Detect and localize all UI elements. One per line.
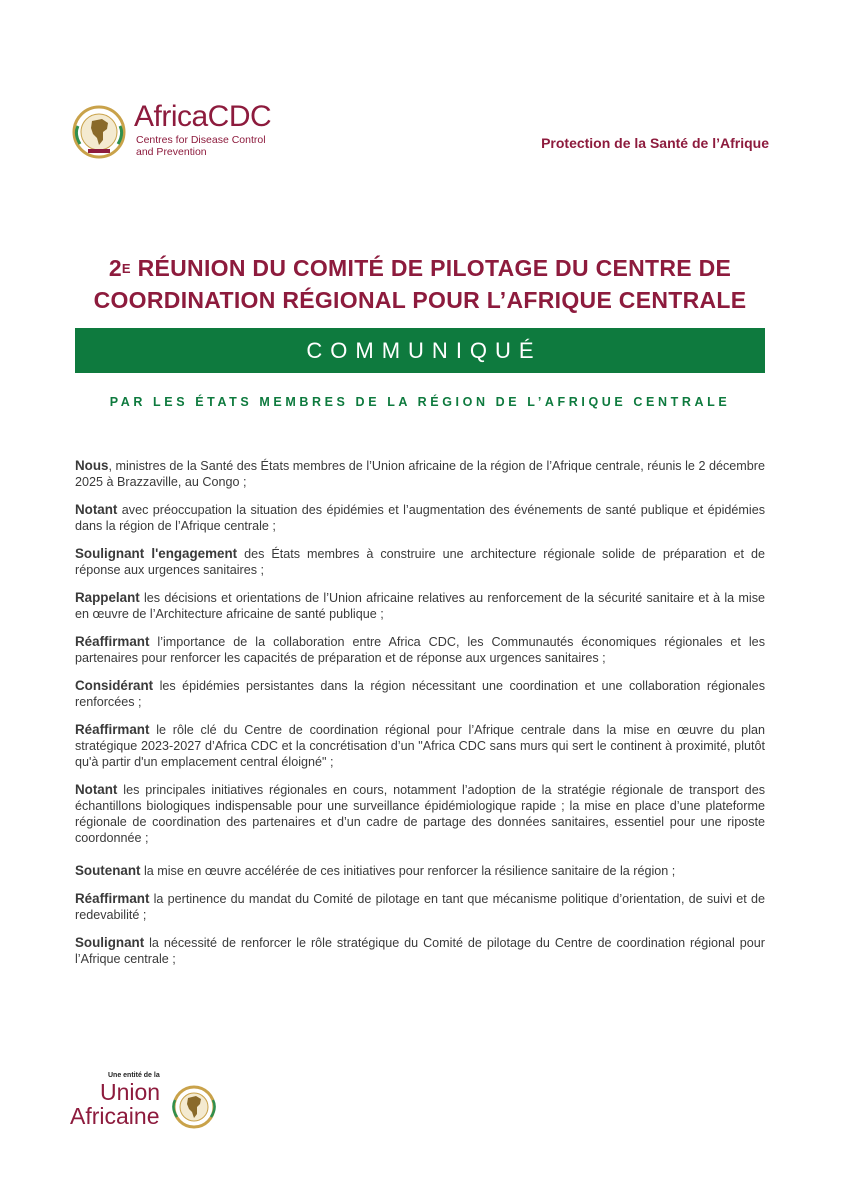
paragraph (75, 634, 765, 666)
paragraph (75, 678, 765, 710)
paragraph (75, 546, 765, 578)
document-title (75, 252, 765, 316)
paragraph-keyword: Notant (75, 502, 118, 517)
paragraph-text: la pertinence du mandat du Comité de pilotage en tant que mécanisme politique d’orientation, de suivi et de redevabilité ; (75, 892, 765, 922)
paragraph (75, 863, 765, 879)
paragraph-keyword: Nous (75, 458, 109, 473)
african-union-logo (70, 1072, 230, 1132)
logo-subtitle (136, 134, 306, 158)
title-ordinal-sup: E (121, 261, 131, 276)
footer-africaine-text: Africaine (70, 1103, 160, 1129)
paragraph-text: , ministres de la Santé des États membres de l’Union africaine de la région de l’Afrique centrale, réunis le 2 décembre 2025 à Brazzaville, au Congo ; (75, 459, 765, 489)
communique-body (75, 458, 765, 979)
paragraph-keyword: Notant (75, 782, 118, 797)
document-subtitle: PAR LES ÉTATS MEMBRES DE LA RÉGION DE L’AFRIQUE CENTRALE (109, 395, 731, 409)
banner-text: COMMUNIQUÉ (306, 337, 542, 363)
logo-subtitle-line: Centres for Disease Control (136, 134, 266, 146)
title-line-1 (75, 252, 765, 284)
paragraph (75, 891, 765, 923)
paragraph-keyword: Rappelant (75, 590, 140, 605)
africa-cdc-emblem-icon (70, 104, 128, 160)
paragraph-keyword: Soutenant (75, 863, 141, 878)
paragraph (75, 782, 765, 846)
footer-union-text: Union (100, 1079, 161, 1105)
paragraph-keyword: Réaffirmant (75, 891, 150, 906)
logo-wordmark: AfricaCDC (134, 100, 272, 133)
african-union-emblem-icon (170, 1084, 218, 1130)
paragraph-text: la mise en œuvre accélérée de ces initiatives pour renforcer la résilience sanitaire de la région ; (140, 864, 676, 878)
paragraph-text: les décisions et orientations de l’Union africaine relatives au renforcement de la sécurité sanitaire et à la mise en œuvre de l’Architecture africaine de santé publique ; (75, 591, 765, 621)
paragraph-keyword: Réaffirmant (75, 722, 150, 737)
paragraph-text: les principales initiatives régionales en cours, notamment l’adoption de la stratégie régionale de transport des échantillons biologiques indispensable pour une surveillance épidémiologique rapide ; la mise en place d’une plateforme régionale de coordination des partenaires et d’un cadre de partage des données sanitaires, essentiel pour une riposte coordonnée ; (75, 783, 765, 845)
title-ordinal: 2 (108, 255, 122, 281)
paragraph-text: les épidémies persistantes dans la région nécessitant une coordination et une collaboration régionales renforcées ; (75, 679, 765, 709)
paragraph-text: avec préoccupation la situation des épidémies et l’augmentation des événements de santé publique et épidémies dans la région de l’Afrique centrale ; (75, 503, 765, 533)
tagline: Protection de la Santé de l’Afrique (541, 135, 769, 151)
paragraph-text: la nécessité de renforcer le rôle stratégique du Comité de pilotage du Centre de coordination régional pour l’Afrique centrale ; (75, 936, 765, 966)
logo-subtitle-line: and Prevention (136, 146, 207, 158)
title-line-2: COORDINATION RÉGIONAL POUR L’AFRIQUE CENTRALE (93, 287, 747, 313)
paragraph-keyword: Réaffirmant (75, 634, 150, 649)
communique-banner (75, 328, 765, 373)
paragraph (75, 722, 765, 770)
footer-entity-label: Une entité de la (108, 1072, 160, 1079)
paragraph-keyword: Considérant (75, 678, 154, 693)
paragraph (75, 458, 765, 490)
paragraph (75, 935, 765, 967)
paragraph-keyword: Soulignant (75, 935, 145, 950)
paragraph (75, 502, 765, 534)
paragraph-text: l’importance de la collaboration entre Africa CDC, les Communautés économiques régionales et les partenaires pour renforcer les capacités de préparation et de réponse aux urgences sanitaires ; (75, 635, 765, 665)
africa-cdc-logo (70, 102, 300, 162)
paragraph-text: le rôle clé du Centre de coordination régional pour l’Afrique centrale dans la mise en œuvre du plan stratégique 2023-2027 d’Africa CDC et la concrétisation d’un "Africa CDC sans murs qui sert le continent à proximité, plutôt qu'à partir d'un emplacement central éloigné" ; (75, 723, 765, 769)
paragraph-keyword: Soulignant l'engagement (75, 546, 238, 561)
paragraph (75, 590, 765, 622)
paragraph-text: des États membres à construire une architecture régionale solide de préparation et de réponse aux urgences sanitaires ; (75, 547, 765, 577)
title-line-1-text: RÉUNION DU COMITÉ DE PILOTAGE DU CENTRE DE (130, 255, 732, 281)
